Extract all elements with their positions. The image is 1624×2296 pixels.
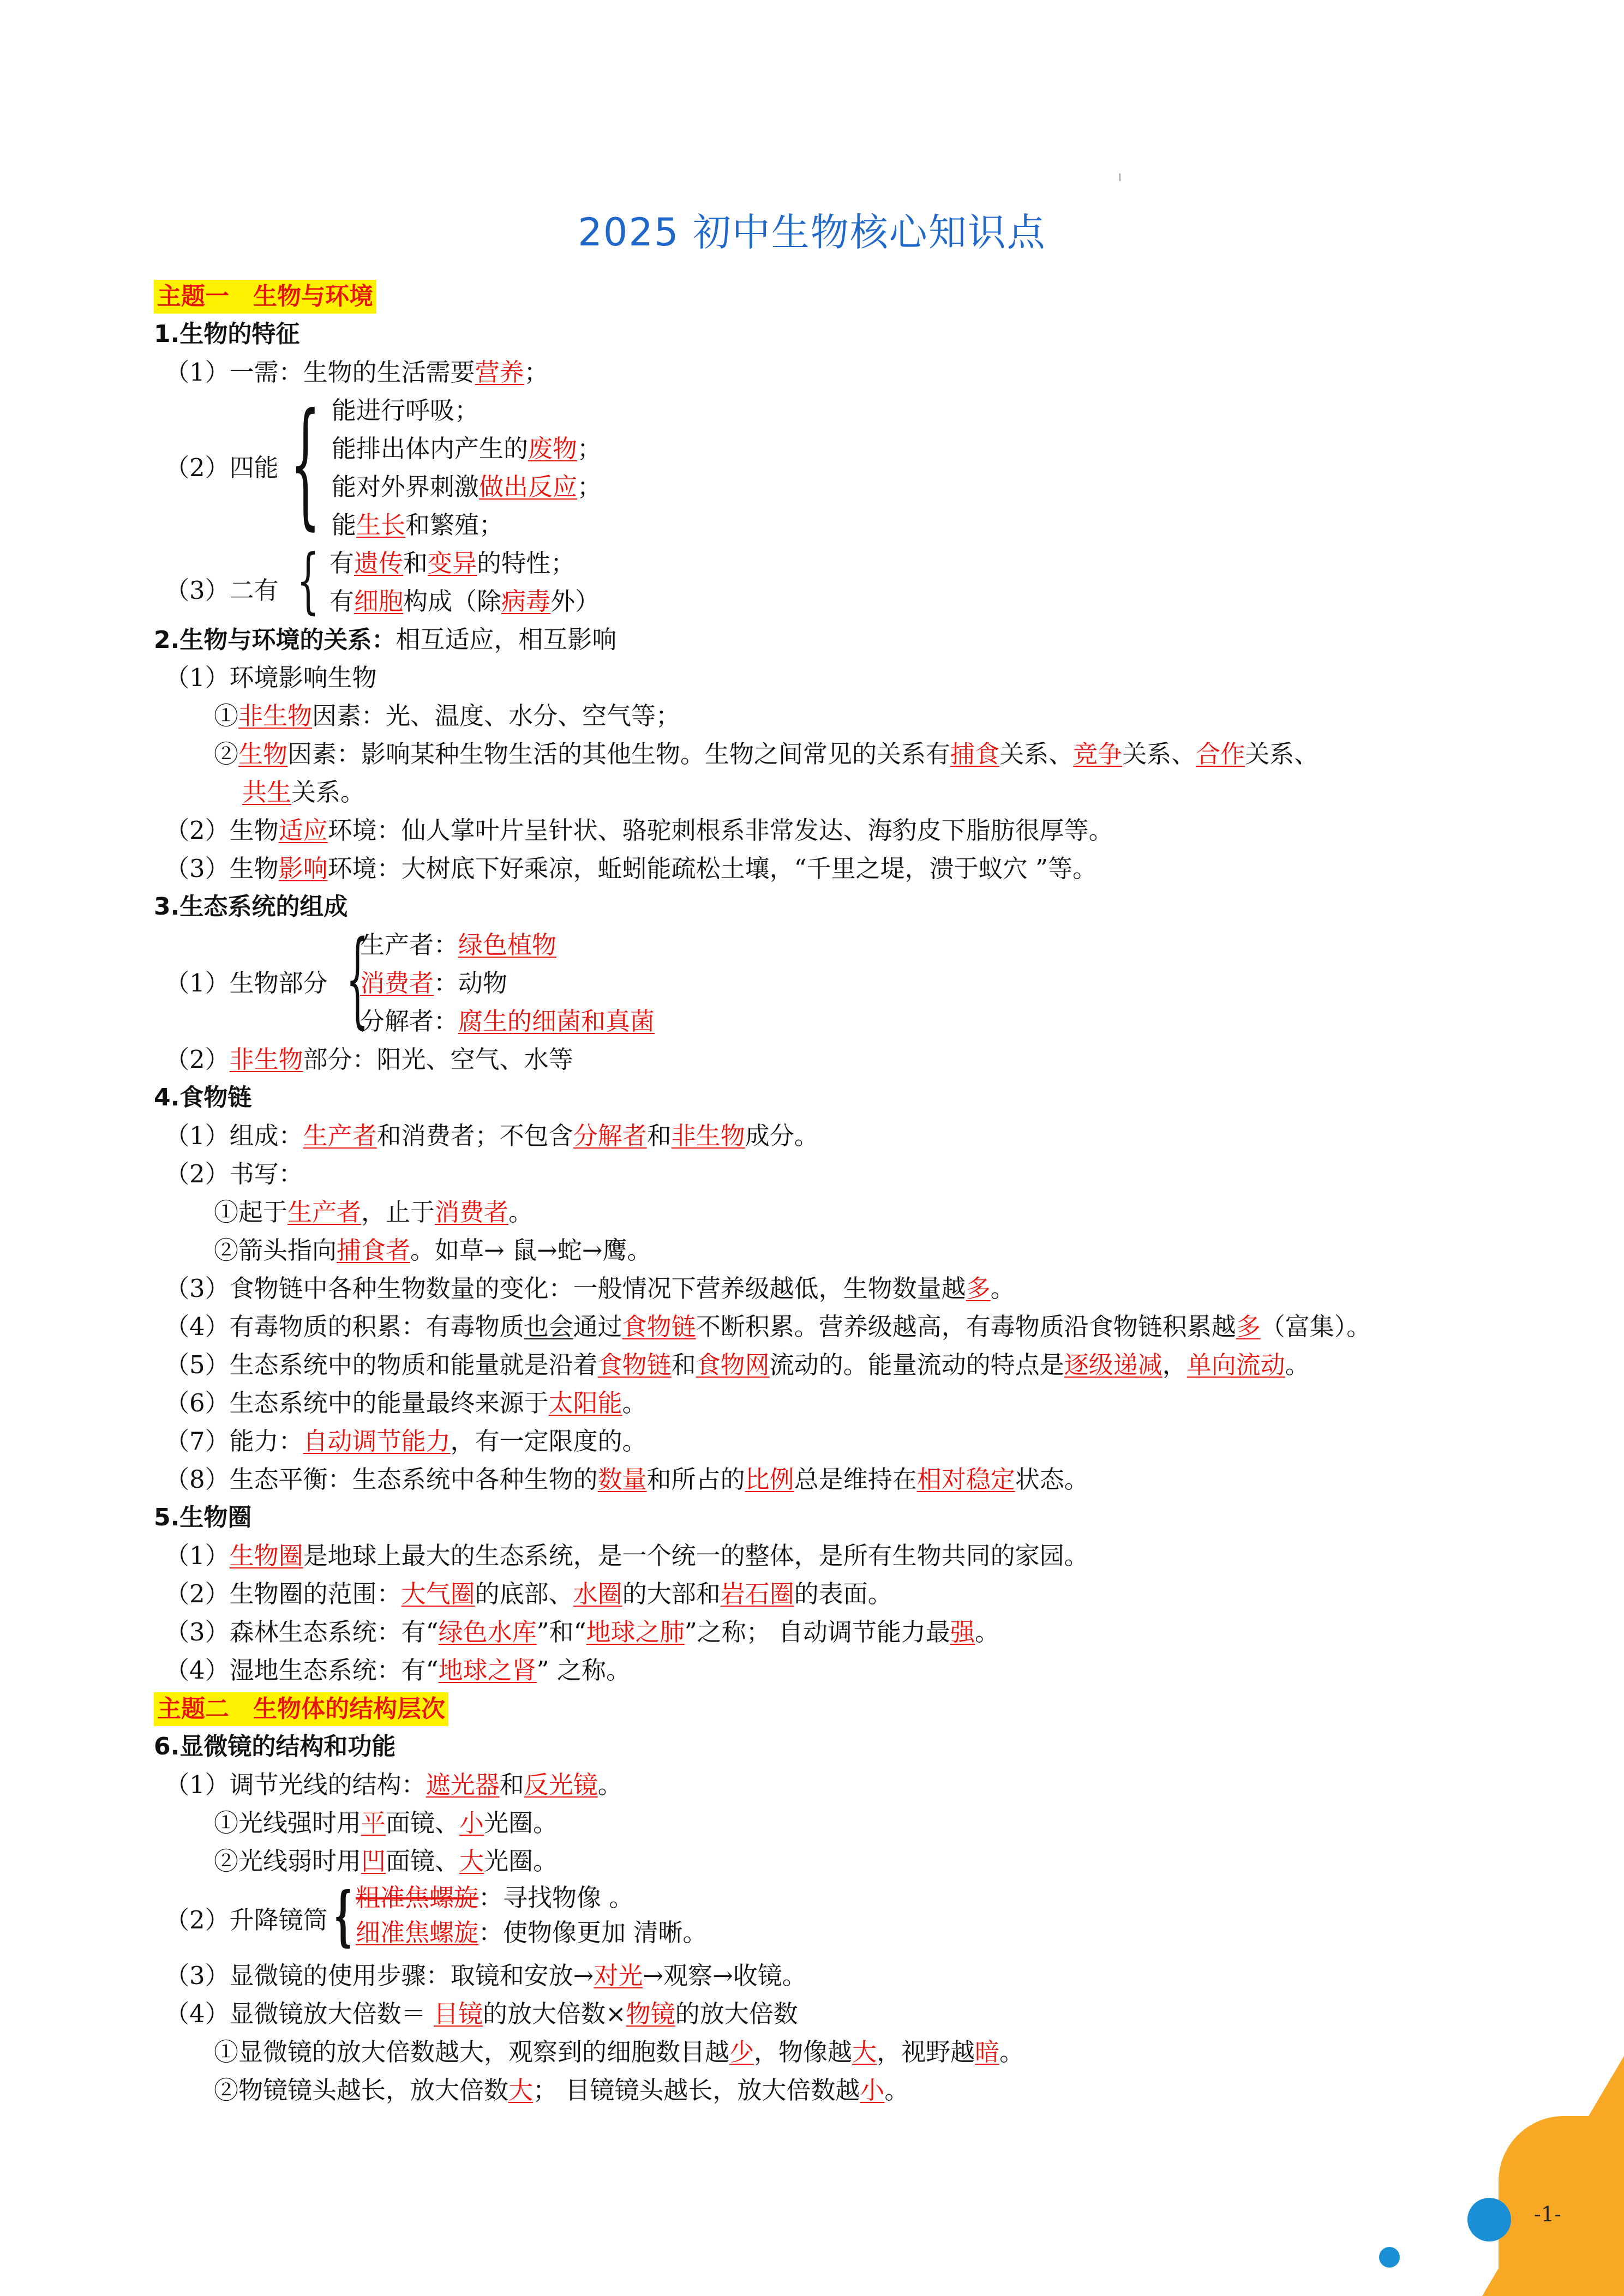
text-line: （3）森林生态系统：有“绿色水库”和“地球之肺”之称； 自动调节能力最强。 (165, 1618, 1000, 1646)
text-line: ②箭头指向捕食者。如草→ 鼠→蛇→鹰。 (214, 1236, 652, 1265)
text-line: （2）生物圈的范围：大气圈的底部、水圈的大部和岩石圈的表面。 (165, 1579, 892, 1608)
brace-icon: { (346, 918, 369, 1039)
topic-heading-2: 主题二 生物体的结构层次 (154, 1692, 448, 1726)
topic-heading-1: 主题一 生物与环境 (154, 280, 376, 314)
list-item: 能排出体内产生的废物； (332, 434, 602, 463)
corner-decoration-wedge (1482, 2056, 1624, 2296)
decor-dot-small (1379, 2247, 1400, 2268)
text-line: ①光线强时用平面镜、小光圈。 (214, 1808, 558, 1837)
text-line: （2）生物适应环境：仙人掌叶片呈针状、骆驼刺根系非常发达、海豹皮下脂肪很厚等。 (165, 816, 1113, 845)
text-line: 共生关系。 (242, 778, 365, 807)
text-line: （6）生态系统中的能量最终来源于太阳能。 (165, 1389, 647, 1417)
list-item: 粗准焦螺旋：寻找物像 。 (356, 1883, 634, 1912)
document-body (154, 277, 1496, 2109)
text-line: （5）生态系统中的物质和能量就是沿着食物链和食物网流动的。能量流动的特点是逐级递减，单向流动。 (165, 1350, 1310, 1379)
text-line: （1）生物圈是地球上最大的生态系统，是一个统一的整体，是所有生物共同的家园。 (165, 1541, 1089, 1570)
decor-dot-large (1467, 2198, 1511, 2241)
section-heading: 5.生物圈 (154, 1504, 252, 1531)
list-item: 分解者：腐生的细菌和真菌 (360, 1007, 655, 1036)
text-line: （4）显微镜放大倍数＝ 目镜的放大倍数×物镜的放大倍数 (165, 1999, 798, 2028)
group-label: （2）升降镜筒 (165, 1906, 328, 1934)
text-line: （3）生物影响环境：大树底下好乘凉，蚯蚓能疏松土壤，“千里之堤，溃于蚁穴 ”等。 (165, 854, 1097, 883)
text-line: （2）非生物部分：阳光、空气、水等 (165, 1045, 573, 1074)
text-line: （3）食物链中各种生物数量的变化：一般情况下营养级越低，生物数量越多。 (165, 1274, 1015, 1303)
text-line: ②物镜镜头越长，放大倍数大； 目镜镜头越长，放大倍数越小。 (214, 2076, 909, 2105)
group-label: （3）二有 (165, 576, 279, 605)
text-line: （2）书写： (165, 1159, 303, 1188)
section-heading: 6.显微镜的结构和功能 (154, 1733, 396, 1760)
text-line: （7）能力：自动调节能力，有一定限度的。 (165, 1427, 647, 1456)
text-line: ①显微镜的放大倍数越大，观察到的细胞数目越少，物像越大，视野越暗。 (214, 2037, 1024, 2066)
four-abilities-group (154, 384, 1496, 544)
list-item: 能对外界刺激做出反应； (332, 472, 602, 501)
section-heading: 1.生物的特征 (154, 320, 300, 348)
list-item: 能生长和繁殖； (332, 510, 504, 539)
text-line: ①非生物因素：光、温度、水分、空气等； (214, 701, 681, 730)
list-item: 细准焦螺旋：使物像更加 清晰。 (356, 1918, 708, 1947)
brace-icon: { (290, 384, 321, 543)
section-heading-line: 2.生物与环境的关系：相互适应，相互影响 (154, 625, 617, 654)
section-heading: 4.食物链 (154, 1084, 252, 1111)
text-line: （4）湿地生态系统：有“地球之肾” 之称。 (165, 1656, 631, 1685)
list-item: 能进行呼吸； (332, 396, 480, 425)
text-line: （4）有毒物质的积累：有毒物质也会通过食物链不断积累。营养级越高，有毒物质沿食物链积累越多（富集）。 (165, 1312, 1371, 1341)
bio-parts-group (154, 918, 1496, 1041)
two-has-group (154, 539, 1496, 622)
page-number: -1- (1534, 2202, 1561, 2226)
text-line: （1）一需：生物的生活需要营养； (165, 358, 549, 387)
group-label: （2）四能 (165, 453, 279, 482)
list-item: 消费者：动物 (360, 969, 508, 997)
text-line: （8）生态平衡：生态系统中各种生物的数量和所占的比例总是维持在相对稳定状态。 (165, 1465, 1089, 1494)
text-line: （1）组成：生产者和消费者；不包含分解者和非生物成分。 (165, 1121, 819, 1150)
brace-icon: { (334, 1878, 353, 1954)
text-line: ①起于生产者，止于消费者。 (214, 1198, 534, 1227)
text-line: （1）环境影响生物 (165, 663, 377, 692)
focus-knob-group (154, 1880, 1496, 1957)
scan-mark (1119, 173, 1120, 181)
text-line: （1）调节光线的结构：遮光器和反光镜。 (165, 1770, 622, 1799)
text-line: （3）显微镜的使用步骤：取镜和安放→对光→观察→收镜。 (165, 1961, 807, 1990)
text-line: ②生物因素：影响某种生物生活的其他生物。生物之间常见的关系有捕食关系、竞争关系、合作关系、 (214, 740, 1319, 768)
section-heading: 3.生态系统的组成 (154, 893, 348, 921)
group-label: （1）生物部分 (165, 969, 328, 997)
page-title: 2025 初中生物核心知识点 (578, 210, 1046, 255)
text-line: ②光线弱时用凹面镜、大光圈。 (214, 1847, 558, 1876)
list-item: 生产者：绿色植物 (360, 930, 557, 959)
brace-icon: { (297, 539, 320, 622)
list-item: 有细胞构成（除病毒外） (329, 587, 600, 616)
list-item: 有遗传和变异的特性； (329, 549, 576, 578)
